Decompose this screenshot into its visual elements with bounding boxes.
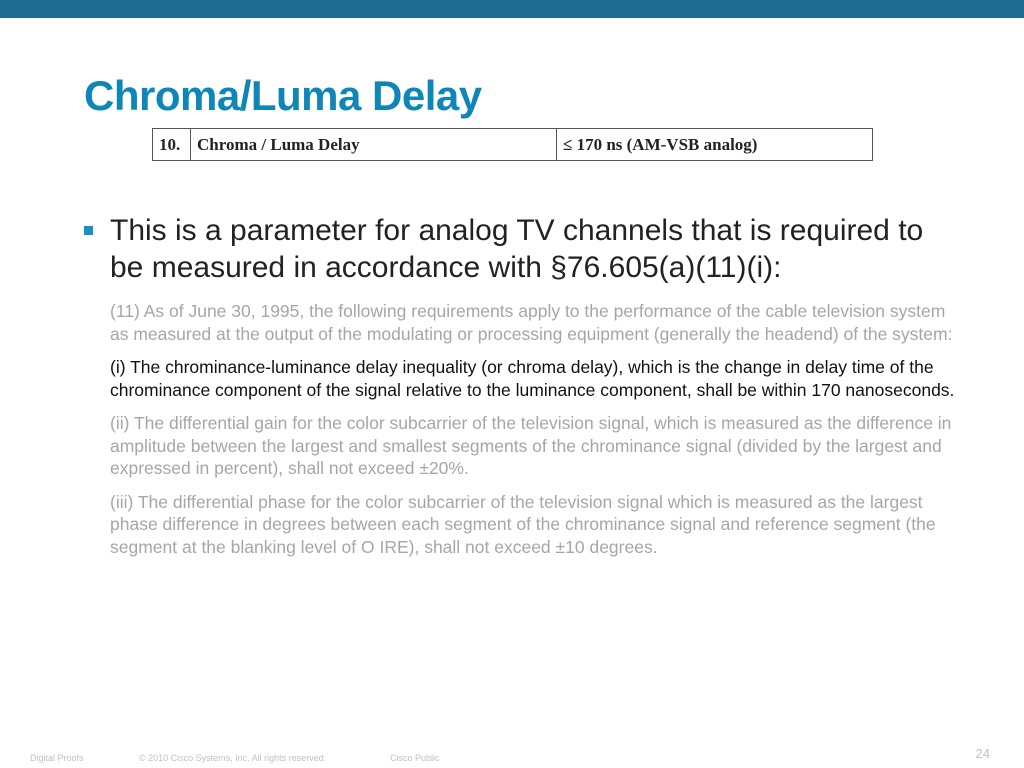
footer-classification: Cisco Public (390, 753, 440, 763)
spec-limit: ≤ 170 ns (AM-VSB analog) (557, 129, 873, 161)
top-bar (0, 0, 1024, 18)
bullet-item (84, 212, 964, 286)
subparagraph-i: (i) The chrominance-luminance delay inequality (or chroma delay), which is the change in delay time of the chrominance component of the signal relative to the luminance component, shall be within 170 nanoseconds. (110, 357, 955, 400)
spec-table (152, 128, 873, 161)
spec-number: 10. (153, 129, 191, 161)
page-number: 24 (975, 746, 990, 761)
spec-parameter: Chroma / Luma Delay (191, 129, 557, 161)
slide-title: Chroma/Luma Delay (84, 72, 482, 119)
content-area (84, 212, 964, 558)
subparagraph-iii: (iii) The differential phase for the color subcarrier of the television signal which is measured as the largest phase difference in degrees between each segment of the chrominance signal and reference segment (the segment at the blanking level of O IRE), shall not exceed ±10 degrees. (110, 491, 936, 557)
table-row (153, 129, 873, 161)
subparagraph-ii: (ii) The differential gain for the color subcarrier of the television signal, which is measured as the difference in amplitude between the largest and smallest segments of the chrominance signal (divided by the largest and expressed in percent), shall not exceed ±20%. (110, 413, 952, 478)
footer-copyright: © 2010 Cisco Systems, Inc. All rights reserved. (139, 753, 327, 763)
subparagraph-11: (11) As of June 30, 1995, the following requirements apply to the performance of the cable television system as measured at the output of the modulating or processing equipment (generally the headend) of the system: (110, 301, 953, 344)
footer-label: Digital Proofs (30, 753, 84, 763)
bullet-text: This is a parameter for analog TV channels that is required to be measured in accordance with §76.605(a)(11)(i): (110, 214, 924, 284)
square-bullet-icon (84, 226, 93, 235)
